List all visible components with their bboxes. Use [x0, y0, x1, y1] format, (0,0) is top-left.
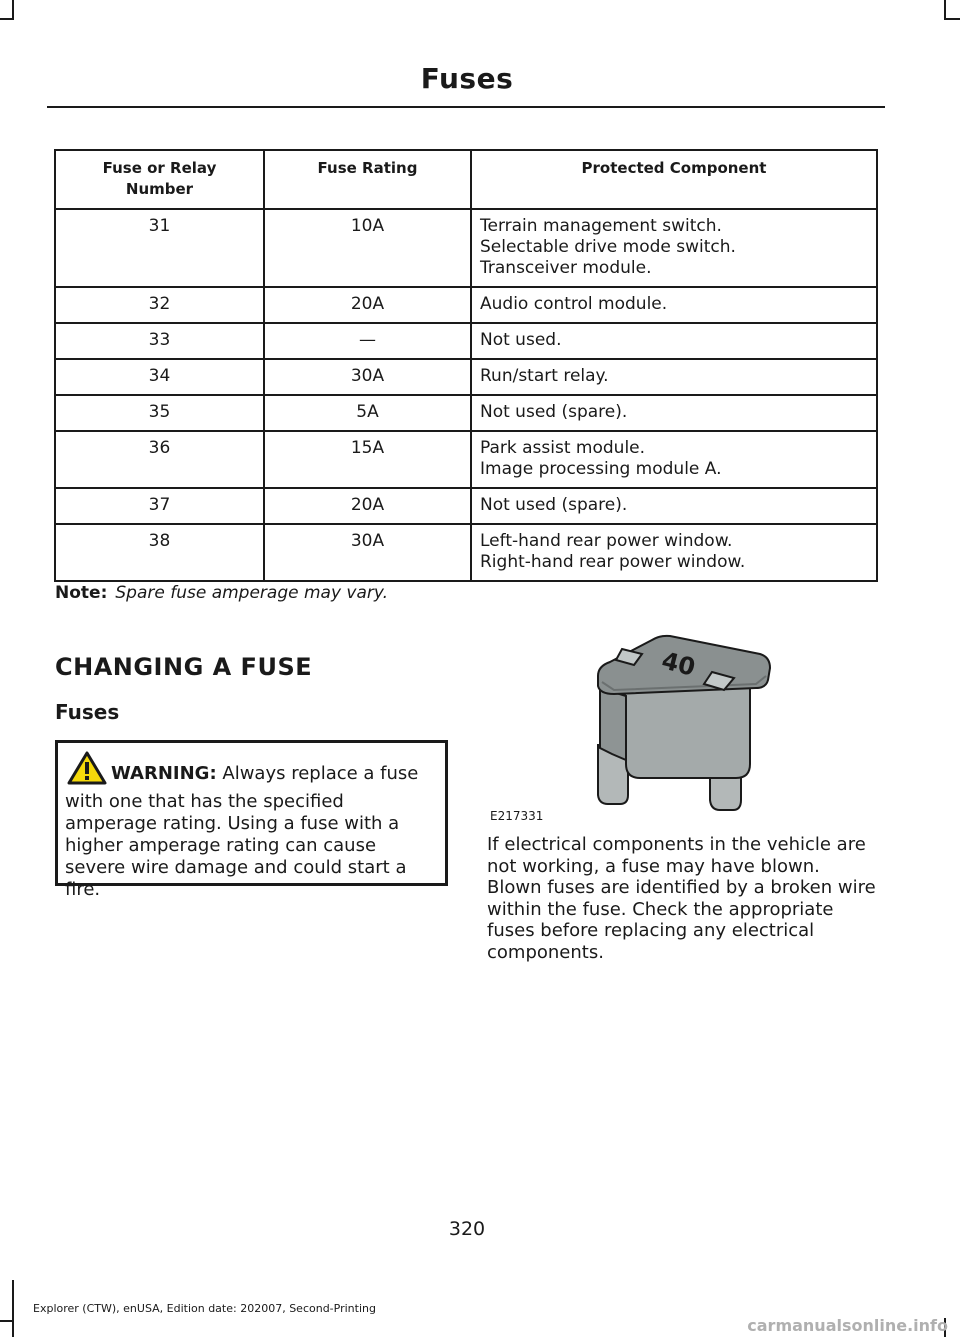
fuse-rating-cell: 15A	[264, 431, 471, 488]
protected-component-cell	[471, 359, 877, 395]
footer-text: Explorer (CTW), enUSA, Edition date: 202007, Second-Printing	[33, 1302, 376, 1315]
fuse-number-cell: 38	[55, 524, 264, 581]
warning-label: WARNING:	[111, 763, 217, 784]
component-line: Selectable drive mode switch.	[480, 237, 736, 257]
crop-mark	[12, 0, 14, 20]
crop-mark	[12, 1280, 14, 1337]
fuse-rating-cell: 30A	[264, 359, 471, 395]
table-body	[55, 209, 877, 581]
header-protected-component: Protected Component	[471, 150, 877, 209]
component-line: Audio control module.	[480, 294, 668, 314]
crop-mark	[0, 1320, 14, 1322]
fuse-rating-cell: 5A	[264, 395, 471, 431]
component-line: Right-hand rear power window.	[480, 552, 746, 572]
component-line: Not used (spare).	[480, 495, 628, 515]
page-title: Fuses	[420, 62, 514, 95]
table-row	[55, 524, 877, 581]
fuse-rating-cell: 20A	[264, 287, 471, 323]
header-fuse-number: Fuse or Relay Number	[55, 150, 264, 209]
note-text: Spare fuse amperage may vary.	[115, 583, 389, 603]
crop-mark	[946, 18, 960, 20]
protected-component-cell	[471, 287, 877, 323]
protected-component-cell	[471, 323, 877, 359]
fuse-number-cell: 32	[55, 287, 264, 323]
protected-component-cell	[471, 209, 877, 287]
component-line: Image processing module A.	[480, 459, 722, 479]
page-number: 320	[448, 1218, 486, 1240]
fuse-amperage-marking: 40	[658, 646, 699, 682]
fuse-table	[54, 149, 878, 582]
figure-label: E217331	[490, 809, 544, 823]
component-line: Not used.	[480, 330, 562, 350]
protected-component-cell	[471, 524, 877, 581]
warning-text: Always replace a fuse with one that has the specified amperage rating. Using a fuse with a higher amperage rating can cause severe wire damage and could start a fire.	[65, 763, 419, 900]
section-heading: CHANGING A FUSE	[55, 653, 313, 681]
sub-heading: Fuses	[55, 700, 120, 724]
component-line: Transceiver module.	[480, 258, 652, 278]
table-row	[55, 359, 877, 395]
warning-triangle-icon	[67, 751, 107, 791]
component-line: Terrain management switch.	[480, 216, 722, 236]
protected-component-cell	[471, 488, 877, 524]
warning-box	[55, 740, 448, 900]
fuse-number-cell: 31	[55, 209, 264, 287]
fuse-illustration	[486, 630, 786, 822]
protected-component-cell	[471, 395, 877, 431]
fuse-number-cell: 35	[55, 395, 264, 431]
fuse-rating-cell: 10A	[264, 209, 471, 287]
table-row	[55, 431, 877, 488]
fuse-number-cell: 33	[55, 323, 264, 359]
table-row	[55, 395, 877, 431]
table-row	[55, 488, 877, 524]
table-row	[55, 287, 877, 323]
table-row	[55, 323, 877, 359]
crop-mark	[944, 0, 946, 20]
table-header-row	[55, 150, 877, 209]
note	[55, 583, 388, 603]
component-line: Run/start relay.	[480, 366, 609, 386]
table-row	[55, 209, 877, 287]
header-fuse-rating: Fuse Rating	[264, 150, 471, 209]
fuse-rating-cell: 30A	[264, 524, 471, 581]
crop-mark	[0, 18, 14, 20]
fuse-number-cell: 34	[55, 359, 264, 395]
fuse-number-cell: 37	[55, 488, 264, 524]
body-paragraph: If electrical components in the vehicle are not working, a fuse may have blown. Blown fuses are identified by a broken wire within the fuse. Check the appropriate fuses before replacing any electrical components.	[487, 834, 876, 963]
component-line: Park assist module.	[480, 438, 646, 458]
component-line: Left-hand rear power window.	[480, 531, 733, 551]
fuse-rating-cell: —	[264, 323, 471, 359]
title-rule	[47, 106, 885, 108]
component-line: Not used (spare).	[480, 402, 628, 422]
fuse-number-cell: 36	[55, 431, 264, 488]
watermark: carmanualsonline.info	[747, 1316, 948, 1335]
protected-component-cell	[471, 431, 877, 488]
fuse-rating-cell: 20A	[264, 488, 471, 524]
note-label: Note:	[55, 583, 108, 603]
